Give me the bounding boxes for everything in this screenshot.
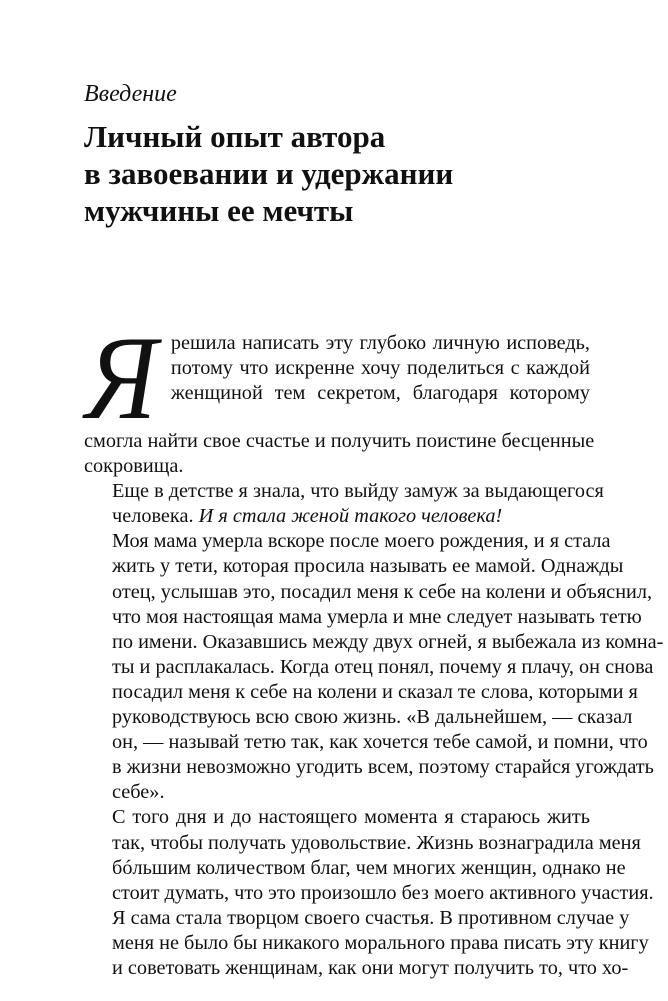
chapter-title [84,118,453,229]
text-line [84,504,590,529]
body-text [84,311,664,981]
text-line: руководствуюсь всю свою жизнь. «В дальнейшем, — сказал [112,706,633,729]
paragraph [84,479,604,529]
text-line: сокровища. [84,455,184,478]
chapter-title-line: мужчины ее мечты [84,193,354,228]
text-line: бóльшим количеством благ, чем многих женщин, однако не [112,856,626,879]
section-label: Введение [84,81,177,107]
text-line: себе». [112,781,165,804]
text-line: жить у тети, которая просила называть ее мамой. Однажды [112,555,624,578]
text-line: женщиной тем секретом, благодаря которому [170,382,590,405]
chapter-title-line: Личный опыт автора [84,119,386,154]
text-line: и советовать женщинам, как они могут получить то, что хо- [112,956,629,979]
text-fragment: человека. [112,505,194,528]
text-line: смогла найти свое счастье и получить поистине бесценные [84,430,595,452]
paragraph [84,529,664,805]
text-line: посадил меня к себе на колени и сказал те слова, которыми я [112,680,638,703]
text-line: что моя настоящая мама умерла и мне следует называть тетю [112,605,642,628]
text-line: по имени. Оказавшись между двух огней, я выбежала из комна- [112,630,664,653]
paragraph [84,805,654,981]
text-line: отец, услышав это, посадил меня к себе на колени и объяснил, [112,580,653,603]
emphasis-text: И я стала женой такого человека! [198,505,503,528]
text-line: так, чтобы получать удовольствие. Жизнь вознаградила меня [112,831,641,854]
drop-cap: Я [86,311,157,444]
text-line: меня не было бы никакого морального права писать эту книгу [112,931,649,954]
text-line: ты и расплакалась. Когда отец понял, почему я плачу, он снова [112,655,654,678]
text-line: решила написать эту глубоко личную исповедь, [170,332,590,354]
text-line: Еще в детстве я знала, что выйду замуж за выдающегося [112,480,604,503]
paragraph [84,311,595,479]
text-line: Моя мама умерла вскоре после моего рождения, и я стала [112,530,611,553]
text-line: потому что искренне хочу поделиться с каждой [170,357,590,380]
chapter-title-line: в завоевании и удержании [84,156,454,191]
text-line: он, — называй тетю так, как хочется тебе самой, и помни, что [112,731,648,754]
text-line: Я сама стала творцом своего счастья. В противном случае у [112,906,630,929]
text-line: С того дня и до настоящего момента я стараюсь жить [112,806,590,829]
text-line: в жизни невозможно угодить всем, поэтому старайся угождать [112,756,654,779]
text-line: стоит думать, что это произошло без моего активного участия. [112,881,654,904]
